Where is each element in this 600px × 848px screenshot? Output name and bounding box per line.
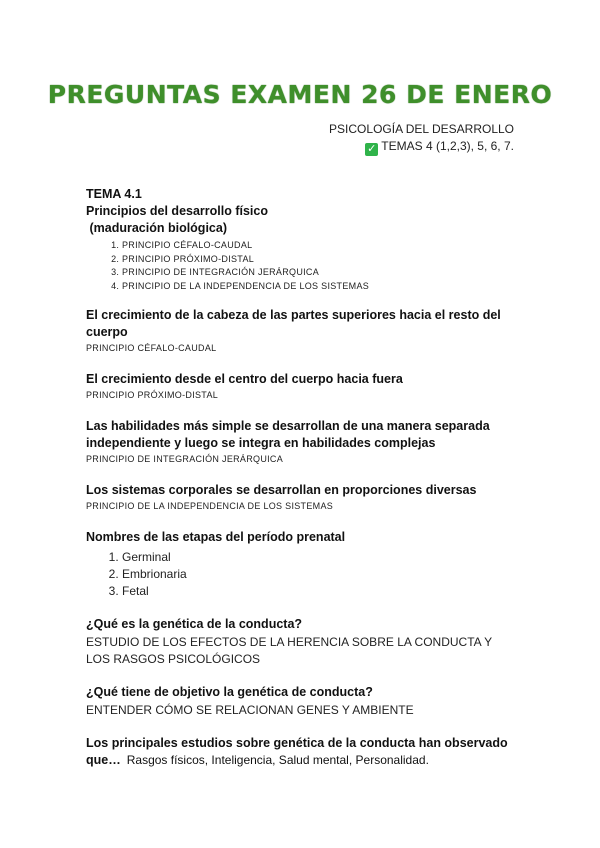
document-body <box>86 186 516 769</box>
question-block-6 <box>86 616 516 668</box>
answer-text: PRINCIPIO PRÓXIMO-DISTAL <box>86 390 219 400</box>
answer-text: PRINCIPIO CÉFALO-CAUDAL <box>86 343 217 353</box>
document-header <box>329 121 514 156</box>
list-item: 2. PRINCIPIO PRÓXIMO-DISTAL <box>122 253 516 267</box>
list-item: 3. Fetal <box>122 583 516 600</box>
question-block-4 <box>86 482 516 513</box>
question-text <box>86 735 516 769</box>
answer-text: PRINCIPIO DE INTEGRACIÓN JERÁRQUICA <box>86 454 284 464</box>
subject-label: PSICOLOGÍA DEL DESARROLLO <box>329 122 514 136</box>
page-title: PREGUNTAS EXAMEN 26 DE ENERO <box>47 80 553 109</box>
question-text: El crecimiento desde el centro del cuerpo hacia fuera <box>86 372 403 386</box>
section-heading-line2: (maduración biológica) <box>86 221 227 235</box>
list-item: 3. PRINCIPIO DE INTEGRACIÓN JERÁRQUICA <box>122 266 516 280</box>
principles-list <box>86 239 516 293</box>
question-block-2 <box>86 371 516 402</box>
question-block-1 <box>86 307 516 355</box>
answer-text: ESTUDIO DE LOS EFECTOS DE LA HERENCIA SOBRE LA CONDUCTA Y LOS RASGOS PSICOLÓGICOS <box>86 635 492 666</box>
section-heading-line1: Principios del desarrollo físico <box>86 204 268 218</box>
question-text: Nombres de las etapas del período prenatal <box>86 530 346 544</box>
list-item: 1. Germinal <box>122 549 516 566</box>
question-text: ¿Qué es la genética de la conducta? <box>86 617 303 631</box>
question-block-3 <box>86 418 516 466</box>
question-block-8 <box>86 735 516 769</box>
check-mark-button-icon: ✓ <box>367 143 377 155</box>
question-text: ¿Qué tiene de objetivo la genética de conducta? <box>86 685 373 699</box>
topics-line <box>329 138 514 156</box>
question-block-5 <box>86 529 516 600</box>
topics-label: TEMAS 4 (1,2,3), 5, 6, 7. <box>381 139 514 153</box>
list-item: 4. PRINCIPIO DE LA INDEPENDENCIA DE LOS SISTEMAS <box>122 280 516 294</box>
question-text: Las habilidades más simple se desarrollan de una manera separada independiente y luego se integra en habilidades complejas <box>86 419 490 450</box>
list-item: 2. Embrionaria <box>122 566 516 583</box>
question-text: Los sistemas corporales se desarrollan en proporciones diversas <box>86 483 477 497</box>
prenatal-stages-list <box>86 549 516 600</box>
answer-text: ENTENDER CÓMO SE RELACIONAN GENES Y AMBIENTE <box>86 703 414 717</box>
section-tema-4-1 <box>86 186 516 293</box>
answer-text: PRINCIPIO DE LA INDEPENDENCIA DE LOS SISTEMAS <box>86 501 334 511</box>
question-block-7 <box>86 684 516 719</box>
question-text: El crecimiento de la cabeza de las partes superiores hacia el resto del cuerpo <box>86 308 501 339</box>
list-item: 1. PRINCIPIO CÉFALO-CAUDAL <box>122 239 516 253</box>
answer-text: Rasgos físicos, Inteligencia, Salud mental, Personalidad. <box>126 753 429 767</box>
question-text-inline: Los principales estudios sobre genética de la conducta han observado que… <box>86 736 508 767</box>
section-label: TEMA 4.1 <box>86 187 142 201</box>
